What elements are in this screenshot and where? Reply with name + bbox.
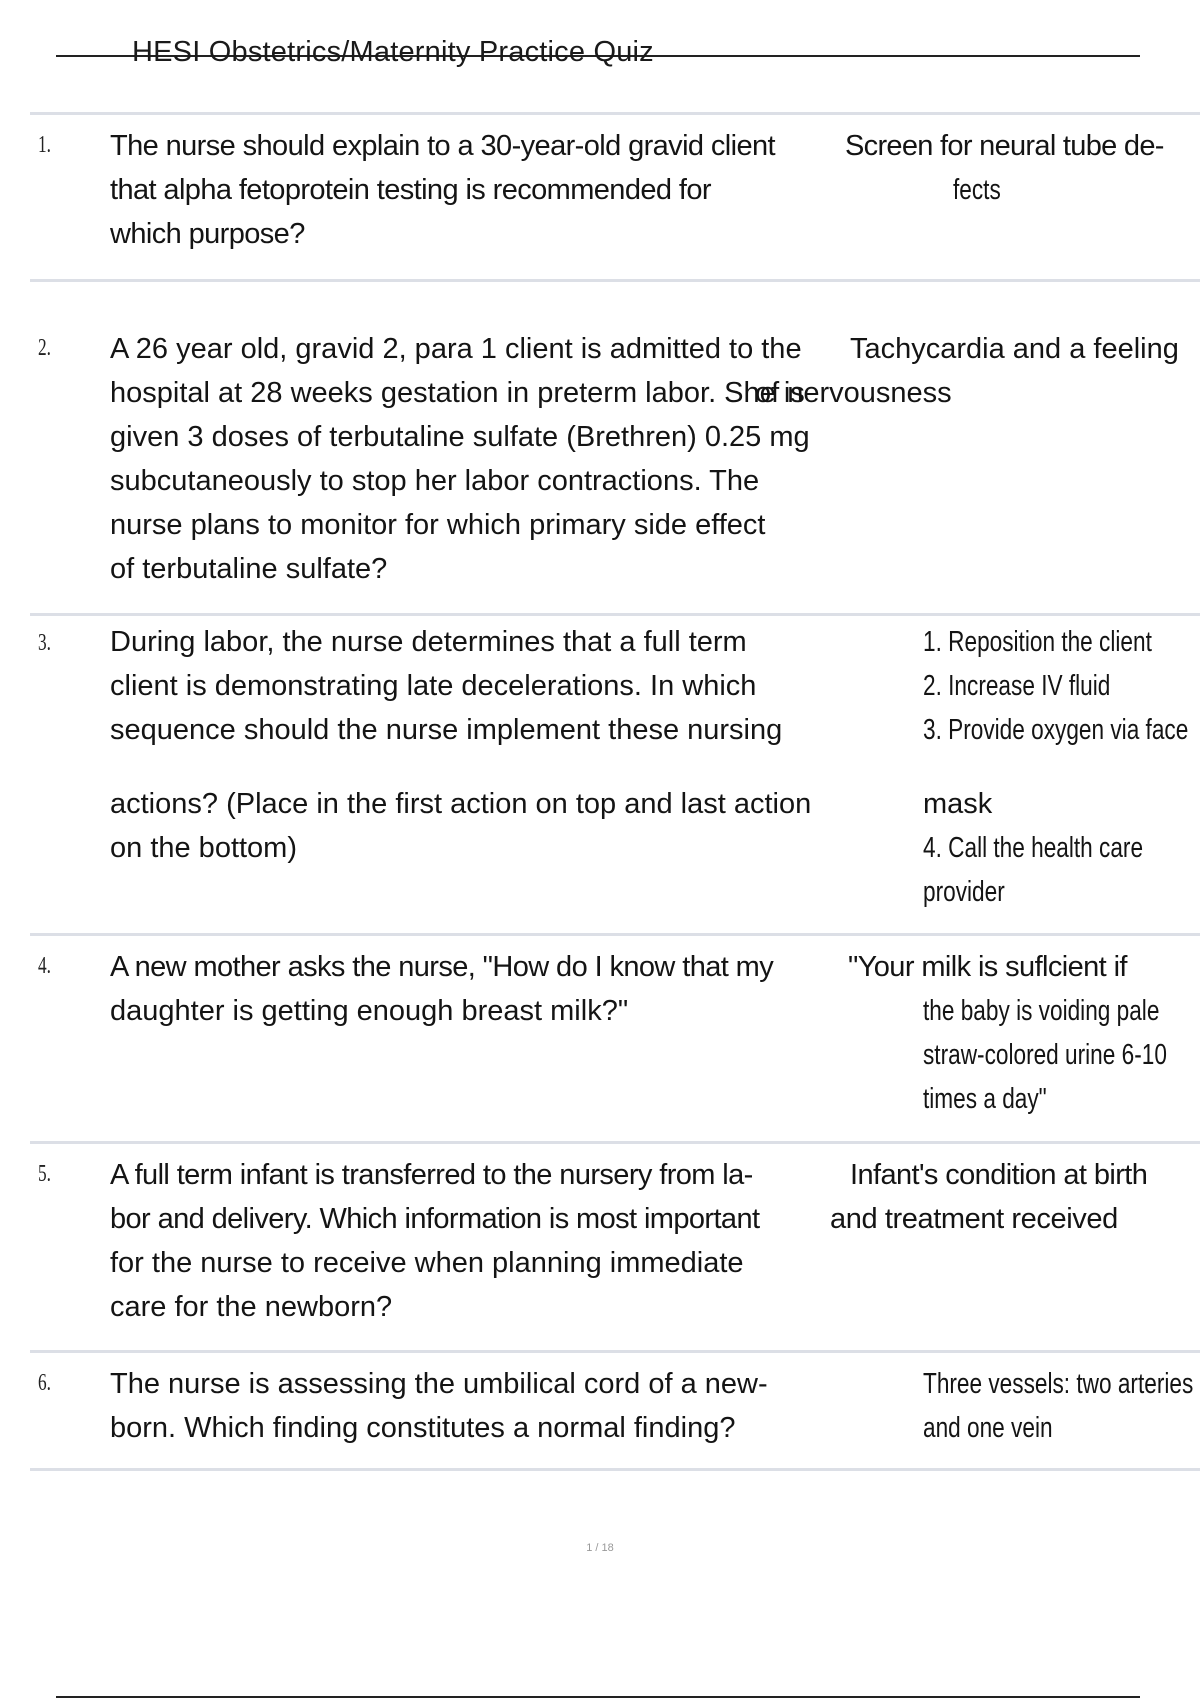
question-line: A full term infant is transferred to the nursery from la- [110,1159,753,1191]
question-line: sequence should the nurse implement these nursing [110,714,783,746]
answer-text [845,124,1164,212]
answer-line: times a day" [923,1083,1047,1115]
question-line: born. Which finding constitutes a normal finding? [110,1412,736,1444]
question-line: A 26 year old, gravid 2, para 1 client is admitted to the [110,333,802,365]
question-line: of terbutaline sulfate? [110,553,388,585]
answer-text [755,327,1179,415]
answer-line: the baby is voiding pale [923,995,1160,1027]
divider [30,613,1200,616]
question-line: The nurse should explain to a 30-year-old gravid client [110,130,776,162]
question-line: hospital at 28 weeks gestation in preterm labor. She is [110,377,805,409]
answer-line: Tachycardia and a feeling [850,333,1179,365]
question-text [110,945,773,1033]
question-line: nurse plans to monitor for which primary side effect [110,509,766,541]
question-number: 3. [38,630,51,656]
answer-text [848,945,1200,1121]
question-text [110,620,811,870]
answer-line: fects [953,174,1001,206]
answer-line: and one vein [923,1412,1053,1444]
answer-text [830,1153,1147,1241]
divider [30,279,1200,282]
answer-line: of nervousness [755,377,952,409]
question-line: on the bottom) [110,832,297,864]
footer-rule [56,1696,1140,1698]
question-line: A new mother asks the nurse, "How do I know that my [110,951,774,983]
answer-line: 2. Increase IV fluid [923,670,1111,702]
question-line: client is demonstrating late decelerations. In which [110,670,757,702]
divider [30,1350,1200,1353]
answer-line: provider [923,876,1005,908]
question-number: 5. [38,1161,51,1187]
question-line: During labor, the nurse determines that a full term [110,626,747,658]
divider [30,1468,1200,1471]
question-line: daughter is getting enough breast milk?" [110,995,629,1027]
answer-line: 3. Provide oxygen via face [923,714,1189,746]
answer-line: mask [923,788,993,820]
question-number: 1. [38,132,51,158]
page-indicator: 1 / 18 [586,1542,614,1554]
answer-line: "Your milk is suflcient if [848,951,1127,983]
question-text [110,1153,759,1329]
answer-line: Infant's condition at birth [850,1159,1148,1191]
question-text [110,1362,768,1450]
question-line: subcutaneously to stop her labor contractions. The [110,465,760,497]
question-text [110,327,810,591]
answer-text [923,620,1200,914]
divider [30,933,1200,936]
answer-line: Three vessels: two arteries [923,1368,1194,1400]
question-line: for the nurse to receive when planning immediate [110,1247,744,1279]
question-line: that alpha fetoprotein testing is recommended for [110,174,711,206]
question-line: actions? (Place in the first action on top and last action [110,788,812,820]
question-line: The nurse is assessing the umbilical cord of a new- [110,1368,768,1400]
answer-line: and treatment received [830,1203,1118,1235]
answer-text [923,1362,1200,1450]
question-number: 6. [38,1370,51,1396]
question-line: bor and delivery. Which information is most important [110,1203,760,1235]
question-number: 2. [38,335,51,361]
divider [30,112,1200,115]
page-title: HESI Obstetrics/Maternity Practice Quiz [132,36,654,68]
question-number: 4. [38,953,51,979]
question-line: care for the newborn? [110,1291,393,1323]
divider [30,1141,1200,1144]
question-line: which purpose? [110,218,305,250]
answer-line: 4. Call the health care [923,832,1144,864]
answer-line: straw-colored urine 6-10 [923,1039,1167,1071]
question-line: given 3 doses of terbutaline sulfate (Brethren) 0.25 mg [110,421,810,453]
answer-line: 1. Reposition the client [923,626,1152,658]
question-text [110,124,775,256]
document-header [56,30,1140,70]
answer-line: Screen for neural tube de- [845,130,1164,162]
